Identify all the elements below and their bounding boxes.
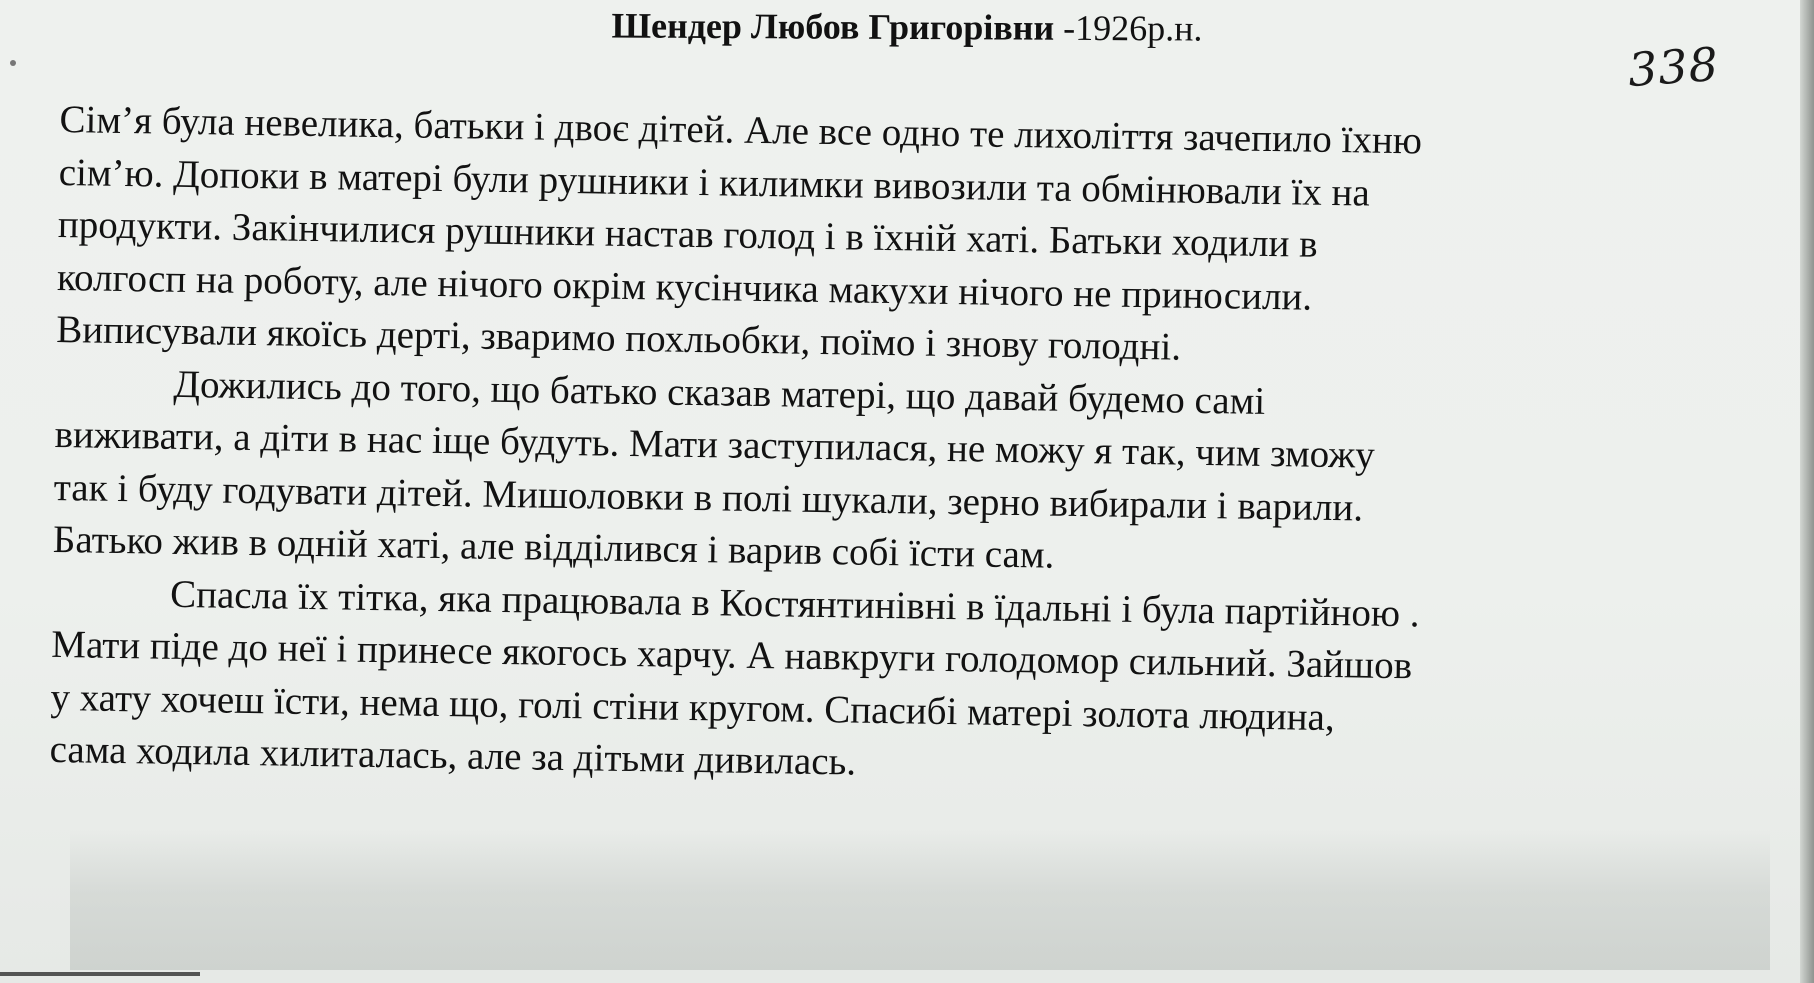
title-name: Шендер Любов Григорівни <box>611 5 1055 48</box>
text-line: так і буду годувати дітей. Мишоловки в полі шукали, зерно вибирали і варили. <box>53 465 1364 530</box>
text-line: Батько жив в одній хаті, але відділився і варив собі їсти сам. <box>52 517 1055 577</box>
page-right-edge <box>1800 0 1814 983</box>
text-line: Мати піде до неї і принесе якогось харчу. А навкруги голодомор сильний. Зайшов <box>51 622 1413 688</box>
text-line: колгосп на роботу, але нічого окрім кусінчика макухи нічого не приносили. <box>56 255 1313 319</box>
text-line: сім’ю. Допоки в матері були рушники і килимки вивозили та обмінювали їх на <box>58 150 1371 215</box>
edge-mark <box>10 60 16 66</box>
document-title <box>0 1 1814 52</box>
body-text <box>49 94 1780 803</box>
text-line: Дожились до того, що батько сказав матері, що давай будемо самі <box>173 362 1266 423</box>
bottom-edge-line <box>0 972 200 976</box>
text-line: виживати, а діти в нас іще будуть. Мати заступилася, не можу я так, чим зможу <box>54 412 1376 477</box>
title-year: -1926р.н. <box>1054 7 1203 49</box>
text-line: у хату хочеш їсти, нема що, голі стіни кругом. Спасибі матері золота людина, <box>50 675 1336 739</box>
text-line: Сім’я була невелика, батьки і двоє дітей. Але все одно те лихоліття зачепило їхню <box>59 97 1423 163</box>
text-line: продукти. Закінчилися рушники настав голод і в їхній хаті. Батьки ходили в <box>57 202 1318 266</box>
text-line: Спасла їх тітка, яка працювала в Костянтинівні в їдальні і була партійною . <box>169 572 1420 635</box>
show-through-shadow <box>70 830 1770 970</box>
handwritten-page-number: 338 <box>1626 36 1721 98</box>
text-line: Виписували якоїсь дерті, зваримо похльобки, поїмо і знову голодні. <box>55 307 1182 369</box>
text-line: сама ходила хилиталась, але за дітьми дивилась. <box>49 727 857 784</box>
